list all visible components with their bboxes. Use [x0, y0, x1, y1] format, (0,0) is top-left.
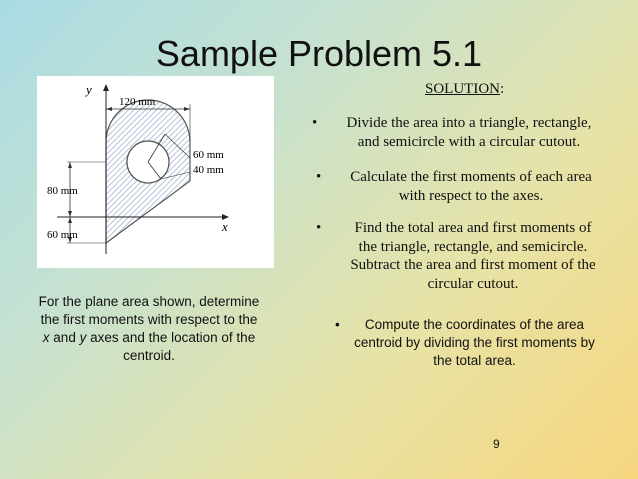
- dim-upper-height-label: 80 mm: [47, 185, 78, 197]
- solution-bullet-3: • Find the total area and first moments of the triangle, rectangle, and semicircle. Subtract the area and first moment of the circular cutout.: [316, 220, 596, 292]
- x-var: x: [42, 330, 50, 345]
- dim-inner-radius-label: 40 mm: [193, 164, 224, 176]
- dim-outer-radius-label: 60 mm: [193, 149, 224, 161]
- bullet-dot-icon: •: [316, 169, 322, 185]
- dim-lower-height-label: 60 mm: [47, 229, 78, 241]
- solution-bullet-4: • Compute the coordinates of the area centroid by dividing the first moments by the total area.: [335, 317, 595, 368]
- page-number: 9: [493, 437, 500, 451]
- problem-line: For the plane area shown, determine: [38, 294, 260, 309]
- problem-line: centroid.: [123, 348, 175, 363]
- problem-figure: [37, 76, 274, 268]
- problem-line: the first moments with respect to the: [40, 312, 258, 327]
- y-var: y: [79, 330, 87, 345]
- solution-bullet-1: • Divide the area into a triangle, rectangle, and semicircle with a circular cutout.: [312, 115, 592, 150]
- bullet-dot-icon: •: [312, 115, 318, 131]
- x-axis-label: x: [222, 219, 228, 234]
- figure-drawing: [37, 76, 274, 268]
- y-axis-label: y: [86, 82, 92, 97]
- problem-statement: [30, 293, 268, 365]
- bullet-dot-icon: •: [335, 317, 340, 332]
- solution-heading: SOLUTION:: [425, 81, 505, 97]
- bullet-dot-icon: •: [316, 220, 322, 236]
- slide-title: Sample Problem 5.1: [155, 33, 483, 74]
- solution-bullet-2: • Calculate the first moments of each area with respect to the axes.: [316, 169, 592, 204]
- dim-width-label: 120 mm: [119, 96, 156, 108]
- problem-line: x and y axes and the location of the: [42, 330, 256, 345]
